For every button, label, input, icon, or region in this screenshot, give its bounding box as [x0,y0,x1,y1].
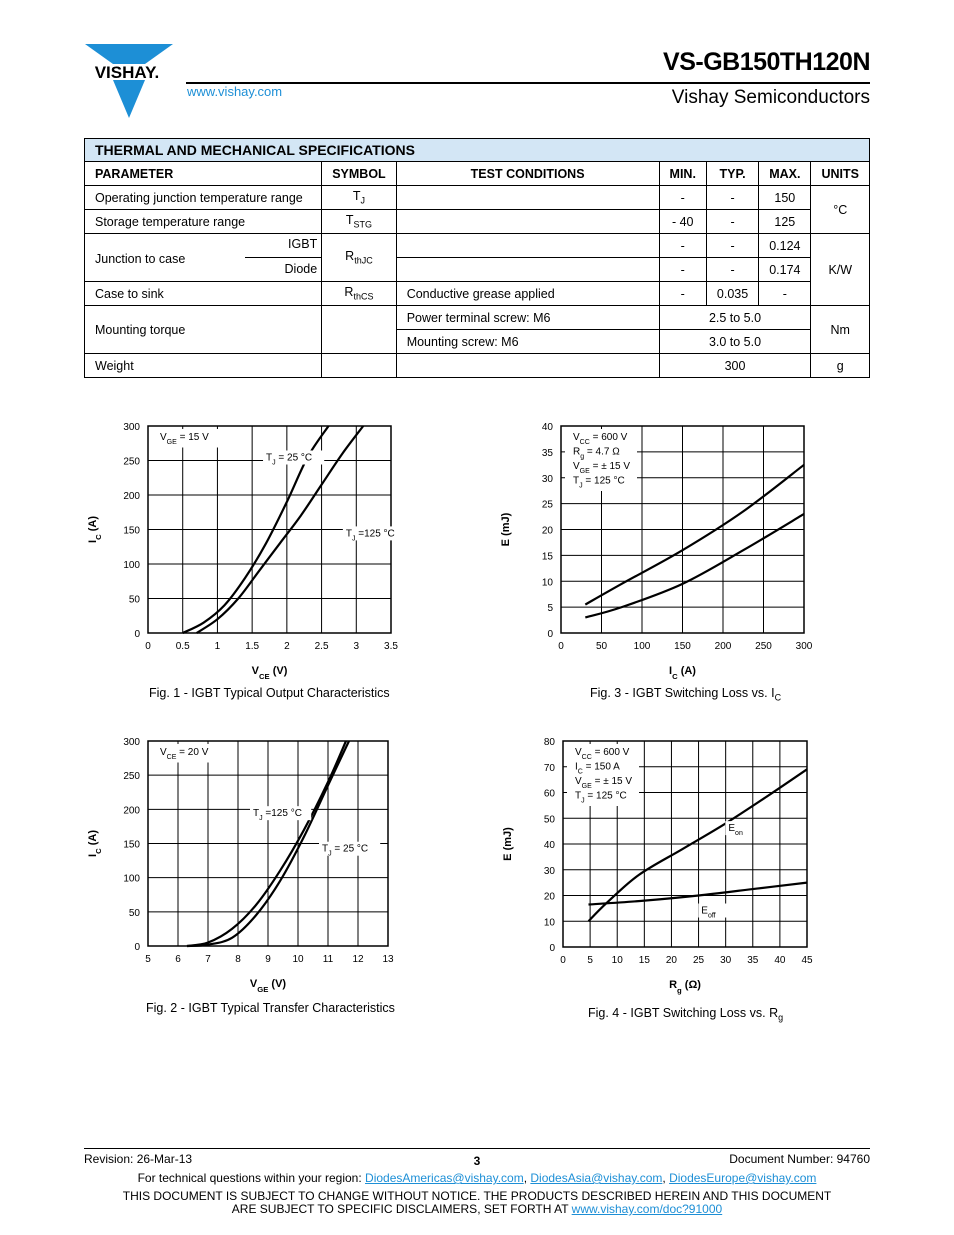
fig1-output-characteristics-chart [80,415,420,685]
contact-line: For technical questions within your region: DiodesAmericas@vishay.com, DiodesAsia@vishay.com, DiodesEurope@vishay.com [137,1171,817,1185]
col-header: TEST CONDITIONS [396,162,659,186]
param-cell: Weight [85,354,322,378]
series-label: $T_J = 25$ °C [322,843,369,858]
logo-bottom-triangle [113,80,145,118]
series-label: $T_J =125$ °C [253,808,302,822]
x-tick-label: 9 [265,954,271,965]
table-row [85,210,870,234]
value-cell: 3.0 to 5.0 [659,330,811,354]
y-axis-label: E (mJ) [500,512,512,547]
col-header: MAX. [759,162,811,186]
y-tick-label: 10 [541,577,553,589]
email-asia-link[interactable]: DiodesAsia@vishay.com [530,1171,663,1185]
x-tick-label: 150 [674,641,691,652]
x-tick-label: 100 [633,641,651,652]
y-tick-label: 20 [543,891,555,903]
x-axis-label: $I_C$ (A) [669,665,696,681]
footer-rule [84,1148,870,1149]
table-header-row [85,162,870,186]
x-tick-label: 1.5 [245,641,260,652]
y-tick-label: 50 [543,814,555,826]
cond-cell: Power terminal screw: M6 [396,306,659,330]
x-axis-label: $R_g$ (Ω) [669,979,701,995]
x-tick-label: 5 [587,955,593,966]
part-number: VS-GB150TH120N [663,48,870,76]
col-header: TYP. [706,162,758,186]
x-tick-label: 40 [774,955,786,966]
fig2-caption: Fig. 2 - IGBT Typical Transfer Characteristics [146,1001,395,1015]
cond-cell [396,210,659,234]
y-tick-label: 200 [123,805,140,817]
param-cell: Storage temperature range [85,210,322,234]
x-axis-label: $V_{CE}$ (V) [251,665,288,681]
max-cell: 0.124 [759,234,811,258]
y-tick-label: 0 [134,629,140,640]
jc-igbt-label: IGBT [288,237,318,251]
y-tick-label: 25 [541,499,553,511]
x-tick-label: 0 [145,641,151,652]
revision: Revision: 26-Mar-13 [84,1152,193,1166]
col-header: UNITS [811,162,870,186]
y-tick-label: 15 [541,551,553,563]
x-axis-label: $V_{GE}$ (V) [249,978,287,994]
x-tick-label: 20 [665,955,678,966]
fig3-caption: Fig. 3 - IGBT Switching Loss vs. $I_C$ [590,686,782,703]
unit-cell: K/W [811,234,870,306]
series-line [588,883,807,905]
condition-label: $V_{CC} = 600$ V [573,432,628,446]
y-tick-label: 5 [547,603,553,615]
y-tick-label: 200 [123,491,140,502]
symbol-cell: $T_{STG}$ [322,210,396,234]
plot-area [123,422,404,652]
max-cell: 0.174 [759,258,811,282]
y-tick-label: 0 [549,943,555,954]
contact-prefix: For technical questions within your region: [137,1171,366,1185]
value-cell: 300 [659,354,811,378]
series-label: $E_{on}$ [728,823,743,837]
x-tick-label: 250 [755,641,772,652]
y-tick-label: 80 [543,737,555,748]
x-tick-label: 1 [214,641,221,652]
x-tick-label: 2 [284,641,290,652]
y-tick-label: 300 [123,737,140,748]
min-cell: - [659,282,706,306]
jc-label: Junction to case [95,252,186,266]
max-cell: 125 [759,210,811,234]
y-tick-label: 100 [123,873,140,885]
email-americas-link[interactable]: DiodesAmericas@vishay.com [365,1171,524,1185]
fig1-caption: Fig. 1 - IGBT Typical Output Characteristics [149,686,390,700]
jc-diode-label: Diode [284,262,318,276]
cond-cell [396,234,659,258]
x-tick-label: 11 [322,954,334,965]
x-tick-label: 25 [692,955,705,966]
x-tick-label: 3 [353,641,360,652]
x-tick-label: 0.5 [175,641,190,652]
fig4-caption: Fig. 4 - IGBT Switching Loss vs. $R_g$ [588,1006,784,1023]
plot-area [544,737,813,966]
typ-cell: - [706,210,758,234]
typ-cell: 0.035 [706,282,758,306]
col-header: MIN. [659,162,706,186]
y-tick-label: 300 [123,422,140,433]
email-europe-link[interactable]: DiodesEurope@vishay.com [669,1171,817,1185]
fig2-transfer-characteristics-chart [80,730,420,1000]
logo-text: VISHAY. [94,63,160,82]
param-cell: Operating junction temperature range [85,186,322,210]
x-tick-label: 2.5 [314,641,329,652]
min-cell: - [659,186,706,210]
logo-top-triangle [85,44,173,64]
table-row [85,234,870,258]
y-axis-label: $I_C$ (A) [87,830,103,857]
symbol-cell [322,306,396,354]
vishay-logo [83,44,175,118]
y-tick-label: 250 [123,456,140,468]
header-rule [186,82,870,84]
series-label: $T_J =125$ °C [345,528,395,542]
thermal-mechanical-table [84,138,870,378]
series-label: $E_{off}$ [701,905,716,920]
y-tick-label: 250 [123,771,140,783]
plot-area [123,737,394,965]
y-axis-label: E (mJ) [502,827,514,861]
table-row [85,186,870,210]
y-tick-label: 30 [541,473,553,485]
unit-cell: °C [811,186,870,234]
x-tick-label: 13 [382,954,394,965]
y-tick-label: 50 [128,594,140,606]
y-axis-label: $I_C$ (A) [87,516,103,543]
y-tick-label: 10 [543,917,555,929]
y-tick-label: 20 [541,525,553,537]
y-tick-label: 60 [543,788,555,800]
table-title: THERMAL AND MECHANICAL SPECIFICATIONS [85,139,870,162]
jc-divider [245,257,321,258]
disclaimer-line-1: THIS DOCUMENT IS SUBJECT TO CHANGE WITHOUT NOTICE. THE PRODUCTS DESCRIBED HEREIN AND THIS DOCUMENT [122,1189,832,1203]
x-tick-label: 0 [560,955,566,966]
typ-cell: - [706,258,758,282]
condition-label: $V_{GE} = 15$ V [160,432,209,446]
value-cell: 2.5 to 5.0 [659,306,811,330]
disclaimer-link[interactable]: www.vishay.com/doc?91000 [571,1202,723,1216]
disclaimer-line-2 [84,1202,870,1216]
symbol-cell: $T_J$ [322,186,396,210]
x-tick-label: 35 [747,955,759,966]
condition-label: $V_{CC} = 600$ V [575,747,630,761]
symbol-cell: $R_{thCS}$ [322,282,396,306]
cond-cell [396,258,659,282]
symbol-cell: $R_{thJC}$ [322,234,396,282]
condition-label: $I_C = 150$ A [575,761,620,775]
y-tick-label: 30 [543,865,555,877]
col-header: PARAMETER [85,162,322,186]
param-cell: Case to sink [85,282,322,306]
y-tick-label: 40 [541,422,553,433]
x-tick-label: 7 [205,954,211,965]
y-tick-label: 0 [547,629,553,640]
table-row [85,354,870,378]
cond-cell [396,354,659,378]
y-tick-label: 100 [123,560,140,571]
website-link[interactable]: www.vishay.com [187,84,283,99]
x-tick-label: 3.5 [384,641,398,652]
x-tick-label: 0 [558,641,564,652]
y-tick-label: 150 [123,525,140,537]
x-tick-label: 10 [292,954,304,965]
condition-label: $T_J = 125$ °C [573,475,625,489]
condition-label: $T_J = 125$ °C [575,790,627,804]
min-cell: - 40 [659,210,706,234]
y-tick-label: 40 [543,840,555,851]
x-tick-label: 8 [235,954,241,965]
fig3-switching-loss-ic-chart [500,415,840,685]
max-cell: - [759,282,811,306]
max-cell: 150 [759,186,811,210]
table-row [85,306,870,330]
unit-cell: g [811,354,870,378]
x-tick-label: 30 [720,955,732,966]
page-number: 3 [473,1154,481,1168]
symbol-cell [322,354,396,378]
min-cell: - [659,258,706,282]
condition-label: $V_{GE}$ = ± 15 V [573,461,631,475]
company-name: Vishay Semiconductors [671,87,870,108]
cond-cell [396,186,659,210]
x-tick-label: 10 [611,955,623,966]
plot-area [542,422,813,652]
x-tick-label: 6 [175,954,181,965]
condition-label: $R_g = 4.7$ Ω [573,446,620,460]
x-tick-label: 50 [595,641,608,652]
condition-label: $V_{GE}$ = ± 15 V [575,776,633,790]
x-tick-label: 15 [638,955,650,966]
x-tick-label: 200 [714,641,732,652]
param-cell: Mounting torque [85,306,322,354]
y-tick-label: 150 [123,839,140,851]
x-tick-label: 45 [801,955,813,966]
unit-cell: Nm [811,306,870,354]
table-row [85,282,870,306]
y-tick-label: 70 [543,762,555,774]
col-header: SYMBOL [322,162,396,186]
series-label: $T_J = 25$ °C [266,452,313,466]
typ-cell: - [706,234,758,258]
x-tick-label: 300 [795,641,813,652]
document-number: Document Number: 94760 [729,1152,870,1166]
cond-cell: Conductive grease applied [396,282,659,306]
disclaimer-prefix: ARE SUBJECT TO SPECIFIC DISCLAIMERS, SET FORTH AT [231,1202,572,1216]
min-cell: - [659,234,706,258]
cond-cell: Mounting screw: M6 [396,330,659,354]
x-tick-label: 5 [145,954,151,965]
x-tick-label: 12 [352,954,364,965]
y-tick-label: 0 [134,942,140,953]
param-cell [85,234,322,282]
condition-label: $V_{CE} = 20$ V [160,747,209,761]
y-tick-label: 35 [541,447,553,459]
y-tick-label: 50 [128,907,140,919]
typ-cell: - [706,186,758,210]
fig4-switching-loss-rg-chart [500,730,840,1010]
